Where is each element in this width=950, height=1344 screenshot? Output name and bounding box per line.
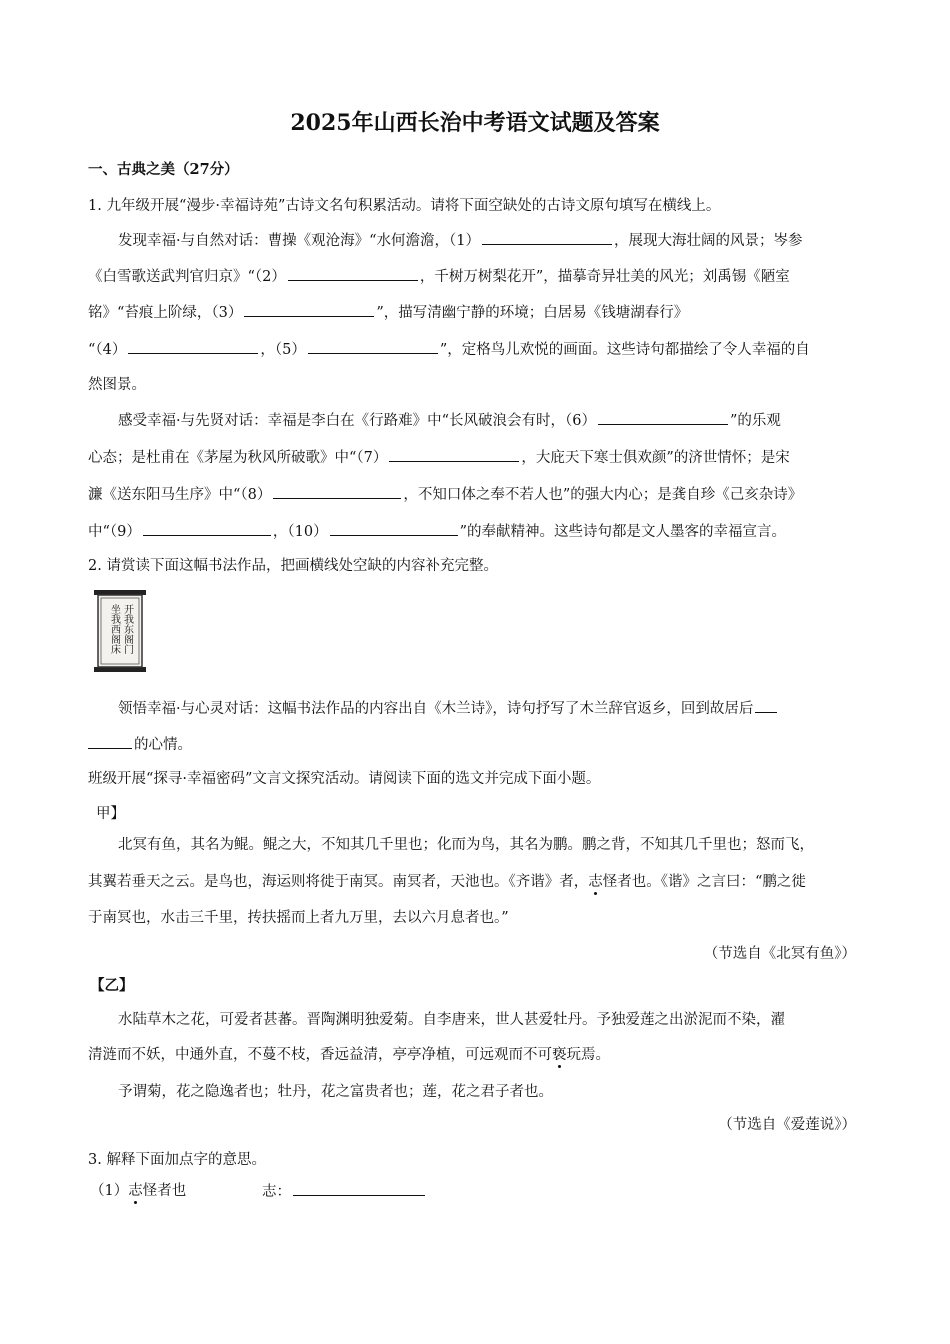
q3-item-1: [90, 1181, 186, 1201]
q1-para1-line2: [88, 266, 790, 287]
q1-para1-line1: [118, 230, 803, 251]
q2-text: 领悟幸福·与心灵对话：这幅书法作品的内容出自《木兰诗》，诗句抒写了木兰辞官返乡，回到故居后: [118, 701, 754, 717]
q3-item-1-answer: [262, 1181, 427, 1202]
question-2-stem: 2. 请赏读下面这幅书法作品，把画横线处空缺的内容补充完整。: [88, 558, 498, 574]
passage-jia-source: （节选自《北冥有鱼》）: [703, 946, 856, 962]
passage-jia-line1: 北冥有鱼，其名为鲲。鲲之大，不知其几千里也；化而为鸟，其名为鹏。鹏之背，不知其几千里也；怒而飞，: [118, 837, 814, 853]
q1-para1-line5: 然图景。: [88, 377, 146, 393]
q2-body-line1: [118, 698, 779, 719]
answer-blank-7[interactable]: [389, 447, 519, 462]
dotted-character: 志: [588, 874, 603, 890]
q3-item-number: （1）: [90, 1183, 129, 1199]
scroll-paper: [98, 595, 142, 667]
q2-body-line2: [88, 734, 192, 755]
answer-blank-1[interactable]: [482, 230, 612, 245]
q1-text: ，千树万树梨花开”，描摹奇异壮美的风光；刘禹锡《陋室: [419, 269, 790, 285]
passage-jia-line2: [88, 872, 806, 892]
q1-text: ”，描写清幽宁静的环境；白居易《钱塘湖春行》: [376, 305, 689, 321]
q2-text: 的心情。: [134, 737, 192, 753]
answer-blank-2[interactable]: [288, 266, 418, 281]
yi-text: 玩焉。: [566, 1047, 610, 1063]
q1-text: “（4）: [88, 342, 127, 358]
q1-text: ，（10）: [272, 524, 328, 540]
q1-text: ”的乐观: [730, 413, 781, 429]
activity-intro: 班级开展“探寻·幸福密码”文言文探究活动。请阅读下面的选文并完成下面小题。: [88, 771, 601, 787]
q1-para2-line1: [118, 410, 781, 431]
q1-para2-line4: [88, 521, 786, 542]
dotted-character: 亵: [552, 1047, 567, 1063]
answer-blank-6[interactable]: [598, 410, 728, 425]
question-3-stem: 3. 解释下面加点字的意思。: [88, 1152, 266, 1168]
answer-blank-8[interactable]: [273, 484, 401, 499]
jia-text: 怪者也。《谐》之言曰：“鹏之徙: [602, 874, 806, 890]
q1-text: 感受幸福·与先贤对话：幸福是李白在《行路难》中“长风破浪会有时，（6）: [118, 413, 596, 429]
page-title: 2025年山西长治中考语文试题及答案: [290, 110, 660, 136]
q1-text: ，不知口体之奉不若人也”的强大内心；是龚自珍《己亥杂诗》: [403, 487, 803, 503]
yi-text: 清涟而不妖，中通外直，不蔓不枝，香远益清，亭亭净植，可远观而不可: [88, 1047, 552, 1063]
dotted-character: 志: [128, 1183, 143, 1199]
passage-jia-label: 甲】: [96, 806, 125, 822]
answer-blank-9[interactable]: [143, 521, 271, 536]
q1-text: 濂《送东阳马生序》中“（8）: [88, 487, 272, 503]
q1-text: 铭》“苔痕上阶绿，（3）: [88, 305, 243, 321]
answer-blank-10[interactable]: [330, 521, 458, 536]
answer-blank-4[interactable]: [128, 339, 258, 354]
calligraphy-column-1: 开我东阁门: [121, 604, 133, 654]
q1-para1-line3: [88, 302, 688, 323]
q3-item-text: 怪者也: [142, 1183, 187, 1199]
calligraphy-scroll-image: [92, 588, 148, 674]
q1-text: 《白雪歌送武判官归京》“（2）: [88, 269, 286, 285]
answer-blank-3[interactable]: [244, 302, 374, 317]
q1-text: 中“（9）: [88, 524, 141, 540]
q1-para2-line3: [88, 484, 802, 505]
q1-text: ”，定格鸟儿欢悦的画面。这些诗句都描绘了令人幸福的自: [439, 342, 810, 358]
jia-text: 其翼若垂天之云。是鸟也，海运则将徙于南冥。南冥者，天池也。《齐谐》者，: [88, 874, 589, 890]
q1-text: ，展现大海壮阔的风景；岑参: [614, 233, 803, 249]
q1-text: ”的奉献精神。这些诗句都是文人墨客的幸福宣言。: [459, 524, 787, 540]
q1-para2-line2: [88, 447, 790, 468]
answer-blank-5[interactable]: [308, 339, 438, 354]
q3-answer-label: 志：: [262, 1184, 291, 1200]
answer-blank-q2-start[interactable]: [755, 698, 777, 713]
passage-jia-line3: 于南冥也，水击三千里，抟扶摇而上者九万里，去以六月息者也。”: [88, 910, 509, 926]
q1-text: 心态；是杜甫在《茅屋为秋风所破歌》中“（7）: [88, 450, 388, 466]
passage-yi-line1: 水陆草木之花，可爱者甚蕃。晋陶渊明独爱菊。自李唐来，世人甚爱牡丹。予独爱莲之出淤泥而不染，濯: [118, 1012, 785, 1028]
passage-yi-source: （节选自《爱莲说》）: [718, 1117, 856, 1133]
q1-text: ，大庇天下寒士俱欢颜”的济世情怀；是宋: [521, 450, 790, 466]
passage-yi-line3: 予谓菊，花之隐逸者也；牡丹，花之富贵者也；莲，花之君子者也。: [118, 1084, 553, 1100]
q1-text: 发现幸福·与自然对话：曹操《观沧海》“水何澹澹，（1）: [118, 233, 480, 249]
answer-blank-q2-end[interactable]: [88, 734, 132, 749]
passage-yi-line2: [88, 1045, 610, 1065]
question-1-stem: 1. 九年级开展“漫步·幸福诗苑”古诗文名句积累活动。请将下面空缺处的古诗文原句填写在横线上。: [88, 198, 721, 214]
q1-para1-line4: [88, 339, 810, 360]
calligraphy-column-2: 坐我西阁床: [108, 604, 120, 654]
answer-blank-q3-1[interactable]: [293, 1181, 425, 1196]
passage-yi-label: 【乙】: [90, 977, 134, 994]
q1-text: ，（5）: [260, 342, 306, 358]
section-heading: 一、古典之美（27分）: [88, 161, 239, 178]
